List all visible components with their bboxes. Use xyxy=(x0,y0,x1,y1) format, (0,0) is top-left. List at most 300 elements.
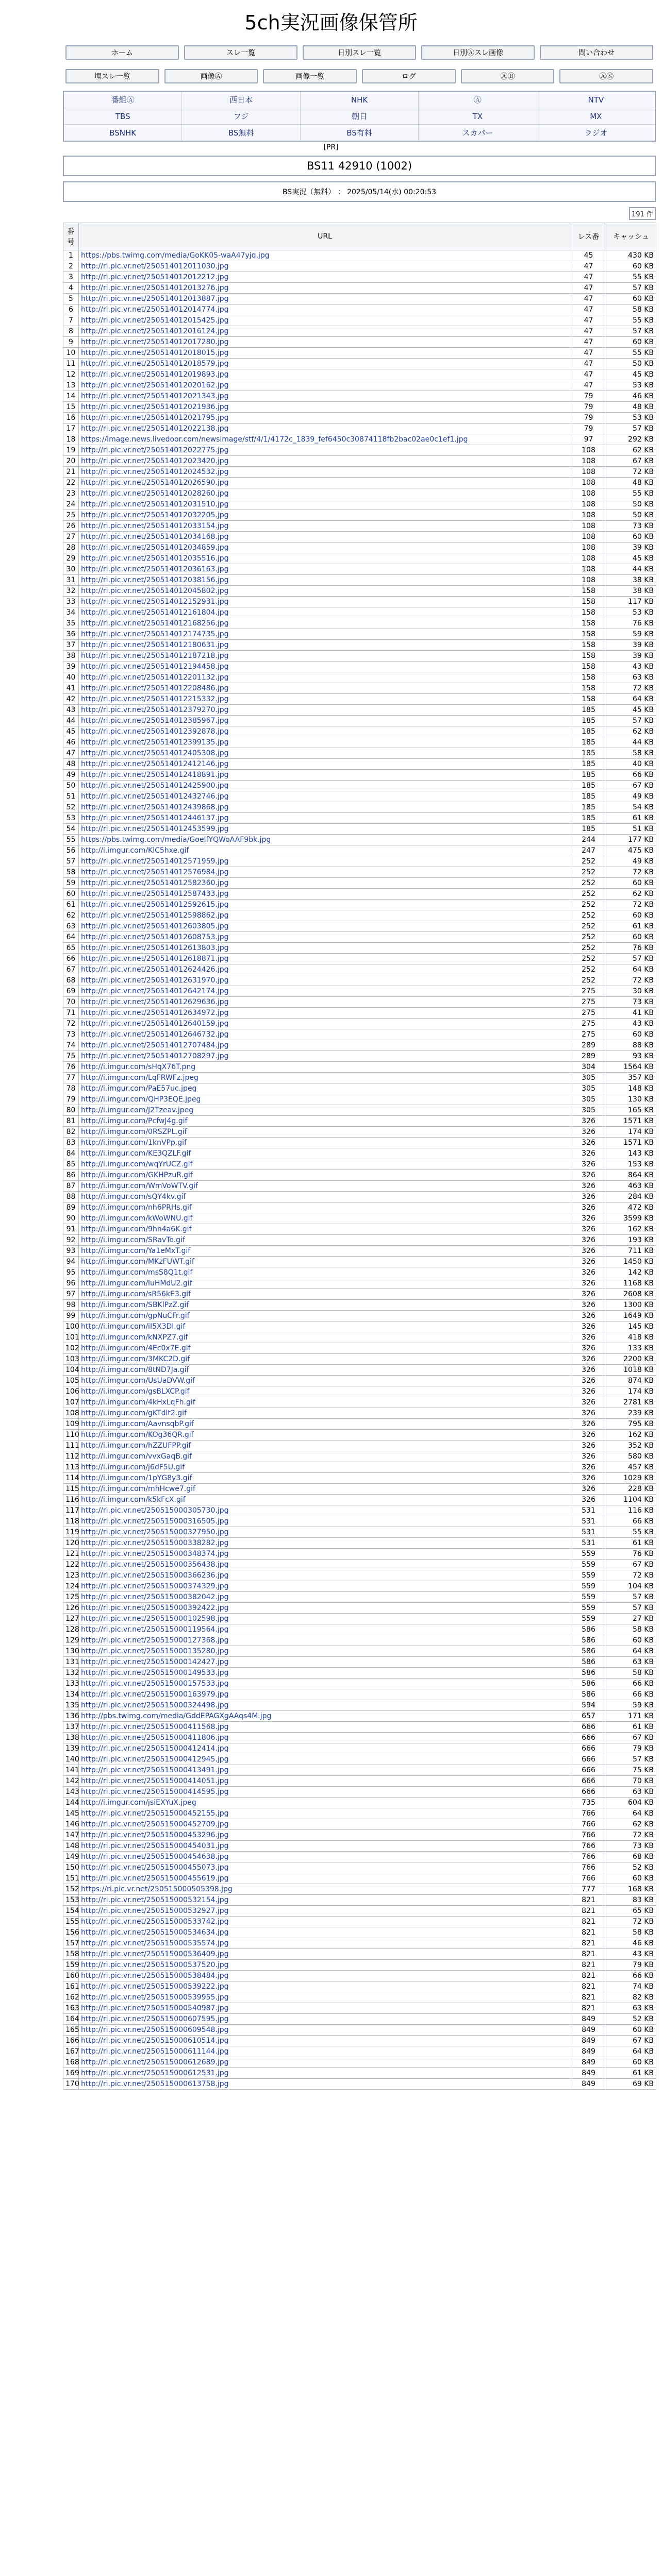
image-url-link[interactable]: http://ri.pic.vr.net/250514012013887.jpg xyxy=(79,294,571,304)
res-number-link[interactable]: 326 xyxy=(571,1451,606,1462)
res-number-link[interactable]: 47 xyxy=(571,304,606,315)
channel-link[interactable]: 西日本 xyxy=(181,92,300,108)
cache-size-link[interactable]: 73 KB xyxy=(606,521,656,532)
res-number-link[interactable]: 252 xyxy=(571,932,606,943)
image-url-link[interactable]: http://i.imgur.com/SRavTo.gif xyxy=(79,1235,571,1246)
cache-size-link[interactable]: 66 KB xyxy=(606,1679,656,1689)
image-url-link[interactable]: http://ri.pic.vr.net/250514012045802.jpg xyxy=(79,586,571,597)
cache-size-link[interactable]: 67 KB xyxy=(606,1733,656,1743)
image-url-link[interactable]: http://i.imgur.com/nh6PRHs.gif xyxy=(79,1202,571,1213)
image-url-link[interactable]: https://image.news.livedoor.com/newsimage/stf/4/1/4172c_1839_fef6450c30874118fb2bac02ae0c1ef1.jpg xyxy=(79,434,571,445)
image-url-link[interactable]: http://ri.pic.vr.net/250514012707484.jpg xyxy=(79,1040,571,1051)
image-url-link[interactable]: http://ri.pic.vr.net/250515000414595.jpg xyxy=(79,1787,571,1798)
image-url-link[interactable]: http://i.imgur.com/sR56kE3.gif xyxy=(79,1289,571,1300)
channel-link[interactable]: フジ xyxy=(181,108,300,124)
cache-size-link[interactable]: 27 KB xyxy=(606,1614,656,1624)
res-number-link[interactable]: 304 xyxy=(571,1062,606,1073)
image-url-link[interactable]: http://ri.pic.vr.net/250514012608753.jpg xyxy=(79,932,571,943)
res-number-link[interactable]: 326 xyxy=(571,1246,606,1257)
cache-size-link[interactable]: 177 KB xyxy=(606,835,656,845)
image-url-link[interactable]: http://ri.pic.vr.net/250515000455073.jpg xyxy=(79,1862,571,1873)
image-url-link[interactable]: http://ri.pic.vr.net/250514012613803.jpg xyxy=(79,943,571,954)
cache-size-link[interactable]: 67 KB xyxy=(606,456,656,467)
image-url-link[interactable]: http://ri.pic.vr.net/250515000455619.jpg xyxy=(79,1873,571,1884)
cache-size-link[interactable]: 63 KB xyxy=(606,2003,656,2014)
res-number-link[interactable]: 326 xyxy=(571,1440,606,1451)
image-url-link[interactable]: http://i.imgur.com/UsUaDVW.gif xyxy=(79,1376,571,1386)
image-url-link[interactable]: http://ri.pic.vr.net/250515000305730.jpg xyxy=(79,1505,571,1516)
image-url-link[interactable]: http://i.imgur.com/9hn4a6K.gif xyxy=(79,1224,571,1235)
res-number-link[interactable]: 108 xyxy=(571,478,606,488)
cache-size-link[interactable]: 3599 KB xyxy=(606,1213,656,1224)
cache-size-link[interactable]: 55 KB xyxy=(606,272,656,283)
cache-size-link[interactable]: 49 KB xyxy=(606,791,656,802)
res-number-link[interactable]: 559 xyxy=(571,1570,606,1581)
res-number-link[interactable]: 275 xyxy=(571,1019,606,1029)
res-number-link[interactable]: 252 xyxy=(571,975,606,986)
image-url-link[interactable]: http://ri.pic.vr.net/250514012576984.jpg xyxy=(79,867,571,878)
res-number-link[interactable]: 766 xyxy=(571,1808,606,1819)
res-number-link[interactable]: 158 xyxy=(571,662,606,672)
cache-size-link[interactable]: 60 KB xyxy=(606,261,656,272)
res-number-link[interactable]: 326 xyxy=(571,1267,606,1278)
image-url-link[interactable]: http://i.imgur.com/sQY4kv.gif xyxy=(79,1192,571,1202)
image-url-link[interactable]: http://ri.pic.vr.net/250514012038156.jpg xyxy=(79,575,571,586)
image-url-link[interactable]: http://ri.pic.vr.net/250514012208486.jpg xyxy=(79,683,571,694)
image-url-link[interactable]: http://i.imgur.com/KE3QZLF.gif xyxy=(79,1148,571,1159)
image-url-link[interactable]: http://ri.pic.vr.net/250514012015425.jpg xyxy=(79,315,571,326)
cache-size-link[interactable]: 39 KB xyxy=(606,651,656,662)
res-number-link[interactable]: 108 xyxy=(571,445,606,456)
image-url-link[interactable]: http://i.imgur.com/1pYG8y3.gif xyxy=(79,1473,571,1484)
image-url-link[interactable]: http://ri.pic.vr.net/250514012215332.jpg xyxy=(79,694,571,705)
image-url-link[interactable]: http://ri.pic.vr.net/250514012379270.jpg xyxy=(79,705,571,716)
cache-size-link[interactable]: 357 KB xyxy=(606,1073,656,1083)
image-url-link[interactable]: http://ri.pic.vr.net/250514012174735.jpg xyxy=(79,629,571,640)
cache-size-link[interactable]: 53 KB xyxy=(606,413,656,423)
res-number-link[interactable]: 79 xyxy=(571,423,606,434)
cache-size-link[interactable]: 457 KB xyxy=(606,1462,656,1473)
res-number-link[interactable]: 326 xyxy=(571,1332,606,1343)
res-number-link[interactable]: 326 xyxy=(571,1397,606,1408)
res-number-link[interactable]: 158 xyxy=(571,640,606,651)
image-url-link[interactable]: http://ri.pic.vr.net/250515000533742.jpg xyxy=(79,1917,571,1927)
res-number-link[interactable]: 326 xyxy=(571,1311,606,1321)
channel-link[interactable]: ラジオ xyxy=(537,125,655,141)
res-number-link[interactable]: 108 xyxy=(571,510,606,521)
res-number-link[interactable]: 666 xyxy=(571,1743,606,1754)
res-number-link[interactable]: 289 xyxy=(571,1051,606,1062)
res-number-link[interactable]: 326 xyxy=(571,1300,606,1311)
res-number-link[interactable]: 326 xyxy=(571,1127,606,1138)
image-url-link[interactable]: http://i.imgur.com/gpNuCFr.gif xyxy=(79,1311,571,1321)
res-number-link[interactable]: 657 xyxy=(571,1711,606,1722)
image-url-link[interactable]: http://ri.pic.vr.net/250515000610514.jpg xyxy=(79,2036,571,2046)
cache-size-link[interactable]: 463 KB xyxy=(606,1181,656,1192)
cache-size-link[interactable]: 38 KB xyxy=(606,575,656,586)
res-number-link[interactable]: 559 xyxy=(571,1549,606,1560)
cache-size-link[interactable]: 45 KB xyxy=(606,369,656,380)
cache-size-link[interactable]: 50 KB xyxy=(606,359,656,369)
cache-size-link[interactable]: 72 KB xyxy=(606,1570,656,1581)
channel-link[interactable]: NHK xyxy=(300,92,418,108)
res-number-link[interactable]: 247 xyxy=(571,845,606,856)
res-number-link[interactable]: 185 xyxy=(571,813,606,824)
image-url-link[interactable]: http://ri.pic.vr.net/250515000607595.jpg xyxy=(79,2014,571,2025)
image-url-link[interactable]: http://ri.pic.vr.net/250515000324498.jpg xyxy=(79,1700,571,1711)
res-number-link[interactable]: 666 xyxy=(571,1765,606,1776)
res-number-link[interactable]: 185 xyxy=(571,824,606,835)
nav-home-button[interactable]: ホーム xyxy=(65,45,179,60)
image-url-link[interactable]: http://ri.pic.vr.net/250515000452155.jpg xyxy=(79,1808,571,1819)
cache-size-link[interactable]: 60 KB xyxy=(606,1029,656,1040)
image-url-link[interactable]: http://ri.pic.vr.net/250514012033154.jpg xyxy=(79,521,571,532)
res-number-link[interactable]: 275 xyxy=(571,1008,606,1019)
res-number-link[interactable]: 821 xyxy=(571,1960,606,1971)
res-number-link[interactable]: 821 xyxy=(571,1927,606,1938)
res-number-link[interactable]: 849 xyxy=(571,2068,606,2079)
image-url-link[interactable]: http://i.imgur.com/sHqX76T.png xyxy=(79,1062,571,1073)
res-number-link[interactable]: 821 xyxy=(571,1938,606,1949)
cache-size-link[interactable]: 58 KB xyxy=(606,304,656,315)
image-url-link[interactable]: http://ri.pic.vr.net/250514012021936.jpg xyxy=(79,402,571,413)
cache-size-link[interactable]: 62 KB xyxy=(606,726,656,737)
cache-size-link[interactable]: 67 KB xyxy=(606,1560,656,1570)
cache-size-link[interactable]: 60 KB xyxy=(606,1635,656,1646)
nav-daily-images-button[interactable]: 日別Ⓐスレ画像 xyxy=(421,45,535,60)
res-number-link[interactable]: 47 xyxy=(571,359,606,369)
cache-size-link[interactable]: 60 KB xyxy=(606,2057,656,2068)
cache-size-link[interactable]: 874 KB xyxy=(606,1376,656,1386)
cache-size-link[interactable]: 1571 KB xyxy=(606,1116,656,1127)
res-number-link[interactable]: 79 xyxy=(571,391,606,402)
res-number-link[interactable]: 252 xyxy=(571,943,606,954)
image-url-link[interactable]: http://ri.pic.vr.net/250515000102598.jpg xyxy=(79,1614,571,1624)
image-url-link[interactable]: http://i.imgur.com/1knVPp.gif xyxy=(79,1138,571,1148)
image-url-link[interactable]: http://i.imgur.com/kWoWNU.gif xyxy=(79,1213,571,1224)
cache-size-link[interactable]: 51 KB xyxy=(606,824,656,835)
image-url-link[interactable]: http://ri.pic.vr.net/250515000366236.jpg xyxy=(79,1570,571,1581)
image-url-link[interactable]: http://ri.pic.vr.net/250514012598862.jpg xyxy=(79,910,571,921)
nav-image-list-button[interactable]: 画像一覧 xyxy=(263,69,357,83)
cache-size-link[interactable]: 104 KB xyxy=(606,1581,656,1592)
res-number-link[interactable]: 326 xyxy=(571,1192,606,1202)
res-number-link[interactable]: 185 xyxy=(571,802,606,813)
res-number-link[interactable]: 849 xyxy=(571,2036,606,2046)
image-url-link[interactable]: http://ri.pic.vr.net/250515000539222.jpg xyxy=(79,1981,571,1992)
cache-size-link[interactable]: 55 KB xyxy=(606,1527,656,1538)
cache-size-link[interactable]: 76 KB xyxy=(606,943,656,954)
cache-size-link[interactable]: 57 KB xyxy=(606,1603,656,1614)
cache-size-link[interactable]: 76 KB xyxy=(606,618,656,629)
image-url-link[interactable]: http://ri.pic.vr.net/250514012168256.jpg xyxy=(79,618,571,629)
res-number-link[interactable]: 47 xyxy=(571,380,606,391)
image-url-link[interactable]: http://ri.pic.vr.net/250514012385967.jpg xyxy=(79,716,571,726)
image-url-link[interactable]: http://ri.pic.vr.net/250514012642174.jpg xyxy=(79,986,571,997)
cache-size-link[interactable]: 73 KB xyxy=(606,997,656,1008)
res-number-link[interactable]: 766 xyxy=(571,1841,606,1852)
image-url-link[interactable]: http://i.imgur.com/SBKlPzZ.gif xyxy=(79,1300,571,1311)
image-url-link[interactable]: http://ri.pic.vr.net/250515000157533.jpg xyxy=(79,1679,571,1689)
cache-size-link[interactable]: 52 KB xyxy=(606,1862,656,1873)
res-number-link[interactable]: 158 xyxy=(571,597,606,607)
channel-link[interactable]: 番組Ⓐ xyxy=(64,92,181,108)
image-url-link[interactable]: http://ri.pic.vr.net/250515000535574.jpg xyxy=(79,1938,571,1949)
res-number-link[interactable]: 766 xyxy=(571,1852,606,1862)
res-number-link[interactable]: 821 xyxy=(571,1949,606,1960)
cache-size-link[interactable]: 64 KB xyxy=(606,1808,656,1819)
res-number-link[interactable]: 185 xyxy=(571,726,606,737)
image-url-link[interactable]: http://ri.pic.vr.net/250514012618871.jpg xyxy=(79,954,571,964)
cache-size-link[interactable]: 61 KB xyxy=(606,1538,656,1549)
cache-size-link[interactable]: 66 KB xyxy=(606,770,656,781)
res-number-link[interactable]: 849 xyxy=(571,2025,606,2036)
res-number-link[interactable]: 666 xyxy=(571,1722,606,1733)
cache-size-link[interactable]: 292 KB xyxy=(606,434,656,445)
res-number-link[interactable]: 47 xyxy=(571,337,606,348)
res-number-link[interactable]: 108 xyxy=(571,575,606,586)
cache-size-link[interactable]: 1649 KB xyxy=(606,1311,656,1321)
cache-size-link[interactable]: 352 KB xyxy=(606,1440,656,1451)
res-number-link[interactable]: 849 xyxy=(571,2014,606,2025)
image-url-link[interactable]: http://i.imgur.com/gsBLXCP.gif xyxy=(79,1386,571,1397)
image-url-link[interactable]: http://i.imgur.com/KlC5hxe.gif xyxy=(79,845,571,856)
image-url-link[interactable]: http://ri.pic.vr.net/250515000613758.jpg xyxy=(79,2079,571,2090)
image-url-link[interactable]: http://ri.pic.vr.net/250514012399135.jpg xyxy=(79,737,571,748)
image-url-link[interactable]: http://ri.pic.vr.net/250515000540987.jpg xyxy=(79,2003,571,2014)
res-number-link[interactable]: 108 xyxy=(571,532,606,543)
res-number-link[interactable]: 326 xyxy=(571,1224,606,1235)
image-url-link[interactable]: http://i.imgur.com/mhHcwe7.gif xyxy=(79,1484,571,1495)
res-number-link[interactable]: 821 xyxy=(571,1971,606,1981)
res-number-link[interactable]: 326 xyxy=(571,1365,606,1376)
cache-size-link[interactable]: 50 KB xyxy=(606,510,656,521)
image-url-link[interactable]: http://ri.pic.vr.net/250514012180631.jpg xyxy=(79,640,571,651)
cache-size-link[interactable]: 284 KB xyxy=(606,1192,656,1202)
image-url-link[interactable]: http://ri.pic.vr.net/250514012152931.jpg xyxy=(79,597,571,607)
cache-size-link[interactable]: 72 KB xyxy=(606,1917,656,1927)
res-number-link[interactable]: 158 xyxy=(571,683,606,694)
image-url-link[interactable]: http://i.imgur.com/3MKC2D.gif xyxy=(79,1354,571,1365)
cache-size-link[interactable]: 72 KB xyxy=(606,867,656,878)
cache-size-link[interactable]: 72 KB xyxy=(606,1830,656,1841)
image-url-link[interactable]: http://ri.pic.vr.net/250514012032205.jpg xyxy=(79,510,571,521)
image-url-link[interactable]: http://ri.pic.vr.net/250515000454638.jpg xyxy=(79,1852,571,1862)
res-number-link[interactable]: 326 xyxy=(571,1181,606,1192)
image-url-link[interactable]: http://ri.pic.vr.net/250514012021795.jpg xyxy=(79,413,571,423)
cache-size-link[interactable]: 30 KB xyxy=(606,986,656,997)
cache-size-link[interactable]: 148 KB xyxy=(606,1083,656,1094)
res-number-link[interactable]: 47 xyxy=(571,272,606,283)
res-number-link[interactable]: 559 xyxy=(571,1560,606,1570)
res-number-link[interactable]: 586 xyxy=(571,1679,606,1689)
res-number-link[interactable]: 252 xyxy=(571,964,606,975)
cache-size-link[interactable]: 58 KB xyxy=(606,1624,656,1635)
nav-contact-button[interactable]: 問い合わせ xyxy=(540,45,653,60)
image-url-link[interactable]: http://ri.pic.vr.net/250514012646732.jpg xyxy=(79,1029,571,1040)
cache-size-link[interactable]: 162 KB xyxy=(606,1224,656,1235)
cache-size-link[interactable]: 239 KB xyxy=(606,1408,656,1419)
res-number-link[interactable]: 252 xyxy=(571,878,606,889)
image-url-link[interactable]: http://ri.pic.vr.net/250515000119564.jpg xyxy=(79,1624,571,1635)
cache-size-link[interactable]: 43 KB xyxy=(606,662,656,672)
cache-size-link[interactable]: 64 KB xyxy=(606,2046,656,2057)
image-url-link[interactable]: http://ri.pic.vr.net/250514012439868.jpg xyxy=(79,802,571,813)
cache-size-link[interactable]: 69 KB xyxy=(606,2079,656,2090)
cache-size-link[interactable]: 58 KB xyxy=(606,1927,656,1938)
image-url-link[interactable]: http://i.imgur.com/LqFRWFz.jpeg xyxy=(79,1073,571,1083)
cache-size-link[interactable]: 116 KB xyxy=(606,1505,656,1516)
image-url-link[interactable]: http://ri.pic.vr.net/250514012194458.jpg xyxy=(79,662,571,672)
res-number-link[interactable]: 252 xyxy=(571,856,606,867)
res-number-link[interactable]: 275 xyxy=(571,1029,606,1040)
cache-size-link[interactable]: 65 KB xyxy=(606,1906,656,1917)
image-url-link[interactable]: http://ri.pic.vr.net/250515000142427.jpg xyxy=(79,1657,571,1668)
cache-size-link[interactable]: 472 KB xyxy=(606,1202,656,1213)
image-url-link[interactable]: http://i.imgur.com/PaE57uc.jpeg xyxy=(79,1083,571,1094)
cache-size-link[interactable]: 44 KB xyxy=(606,737,656,748)
image-url-link[interactable]: http://ri.pic.vr.net/250515000135280.jpg xyxy=(79,1646,571,1657)
cache-size-link[interactable]: 60 KB xyxy=(606,294,656,304)
image-url-link[interactable]: http://ri.pic.vr.net/250514012161804.jpg xyxy=(79,607,571,618)
image-url-link[interactable]: http://ri.pic.vr.net/250514012187218.jpg xyxy=(79,651,571,662)
cache-size-link[interactable]: 142 KB xyxy=(606,1267,656,1278)
res-number-link[interactable]: 158 xyxy=(571,607,606,618)
res-number-link[interactable]: 326 xyxy=(571,1235,606,1246)
image-url-link[interactable]: http://pbs.twimg.com/media/GddEPAGXgAAqs4M.jpg xyxy=(79,1711,571,1722)
res-number-link[interactable]: 47 xyxy=(571,283,606,294)
image-url-link[interactable]: http://ri.pic.vr.net/250514012446137.jpg xyxy=(79,813,571,824)
res-number-link[interactable]: 252 xyxy=(571,921,606,932)
cache-size-link[interactable]: 46 KB xyxy=(606,1938,656,1949)
res-number-link[interactable]: 108 xyxy=(571,499,606,510)
image-url-link[interactable]: http://ri.pic.vr.net/250515000612689.jpg xyxy=(79,2057,571,2068)
cache-size-link[interactable]: 53 KB xyxy=(606,607,656,618)
res-number-link[interactable]: 97 xyxy=(571,434,606,445)
image-url-link[interactable]: http://ri.pic.vr.net/250514012587433.jpg xyxy=(79,889,571,900)
cache-size-link[interactable]: 145 KB xyxy=(606,1321,656,1332)
cache-size-link[interactable]: 117 KB xyxy=(606,597,656,607)
image-url-link[interactable]: http://ri.pic.vr.net/250515000537520.jpg xyxy=(79,1960,571,1971)
res-number-link[interactable]: 766 xyxy=(571,1873,606,1884)
image-url-link[interactable]: http://ri.pic.vr.net/250514012022775.jpg xyxy=(79,445,571,456)
res-number-link[interactable]: 45 xyxy=(571,250,606,261)
res-number-link[interactable]: 326 xyxy=(571,1495,606,1505)
cache-size-link[interactable]: 40 KB xyxy=(606,759,656,770)
cache-size-link[interactable]: 70 KB xyxy=(606,1776,656,1787)
image-url-link[interactable]: http://ri.pic.vr.net/250514012034859.jpg xyxy=(79,543,571,553)
image-url-link[interactable]: http://ri.pic.vr.net/250515000413491.jpg xyxy=(79,1765,571,1776)
image-url-link[interactable]: http://i.imgur.com/MKzFUWT.gif xyxy=(79,1257,571,1267)
image-url-link[interactable]: http://i.imgur.com/gKTdlt2.gif xyxy=(79,1408,571,1419)
res-number-link[interactable]: 108 xyxy=(571,467,606,478)
image-url-link[interactable]: http://i.imgur.com/J2Tzeav.jpeg xyxy=(79,1105,571,1116)
cache-size-link[interactable]: 66 KB xyxy=(606,1971,656,1981)
image-url-link[interactable]: http://i.imgur.com/WmVoWTV.gif xyxy=(79,1181,571,1192)
image-url-link[interactable]: http://ri.pic.vr.net/250514012026590.jpg xyxy=(79,478,571,488)
res-number-link[interactable]: 47 xyxy=(571,261,606,272)
res-number-link[interactable]: 47 xyxy=(571,348,606,359)
res-number-link[interactable]: 158 xyxy=(571,651,606,662)
cache-size-link[interactable]: 59 KB xyxy=(606,1700,656,1711)
image-url-link[interactable]: http://ri.pic.vr.net/250515000612531.jpg xyxy=(79,2068,571,2079)
res-number-link[interactable]: 586 xyxy=(571,1668,606,1679)
image-url-link[interactable]: http://i.imgur.com/PcfwJ4g.gif xyxy=(79,1116,571,1127)
image-url-link[interactable]: http://ri.pic.vr.net/250514012571959.jpg xyxy=(79,856,571,867)
res-number-link[interactable]: 326 xyxy=(571,1138,606,1148)
res-number-link[interactable]: 252 xyxy=(571,910,606,921)
image-url-link[interactable]: http://i.imgur.com/8tND7Ja.gif xyxy=(79,1365,571,1376)
res-number-link[interactable]: 531 xyxy=(571,1527,606,1538)
image-url-link[interactable]: http://ri.pic.vr.net/250514012036163.jpg xyxy=(79,564,571,575)
res-number-link[interactable]: 185 xyxy=(571,716,606,726)
image-url-link[interactable]: http://ri.pic.vr.net/250515000532927.jpg xyxy=(79,1906,571,1917)
cache-size-link[interactable]: 60 KB xyxy=(606,932,656,943)
image-url-link[interactable]: http://ri.pic.vr.net/250514012405308.jpg xyxy=(79,748,571,759)
res-number-link[interactable]: 158 xyxy=(571,618,606,629)
cache-size-link[interactable]: 45 KB xyxy=(606,705,656,716)
res-number-link[interactable]: 326 xyxy=(571,1159,606,1170)
image-url-link[interactable]: http://ri.pic.vr.net/250514012425900.jpg xyxy=(79,781,571,791)
res-number-link[interactable]: 326 xyxy=(571,1116,606,1127)
cache-size-link[interactable]: 228 KB xyxy=(606,1484,656,1495)
res-number-link[interactable]: 766 xyxy=(571,1819,606,1830)
res-number-link[interactable]: 305 xyxy=(571,1094,606,1105)
cache-size-link[interactable]: 418 KB xyxy=(606,1332,656,1343)
cache-size-link[interactable]: 864 KB xyxy=(606,1170,656,1181)
cache-size-link[interactable]: 38 KB xyxy=(606,586,656,597)
res-number-link[interactable]: 821 xyxy=(571,1895,606,1906)
res-number-link[interactable]: 185 xyxy=(571,791,606,802)
cache-size-link[interactable]: 64 KB xyxy=(606,964,656,975)
res-number-link[interactable]: 326 xyxy=(571,1354,606,1365)
cache-size-link[interactable]: 45 KB xyxy=(606,553,656,564)
res-number-link[interactable]: 326 xyxy=(571,1473,606,1484)
res-number-link[interactable]: 158 xyxy=(571,694,606,705)
image-url-link[interactable]: http://ri.pic.vr.net/250514012013276.jpg xyxy=(79,283,571,294)
image-url-link[interactable]: http://ri.pic.vr.net/250514012031510.jpg xyxy=(79,499,571,510)
res-number-link[interactable]: 108 xyxy=(571,543,606,553)
res-number-link[interactable]: 158 xyxy=(571,629,606,640)
res-number-link[interactable]: 244 xyxy=(571,835,606,845)
cache-size-link[interactable]: 174 KB xyxy=(606,1127,656,1138)
cache-size-link[interactable]: 1300 KB xyxy=(606,1300,656,1311)
res-number-link[interactable]: 108 xyxy=(571,553,606,564)
cache-size-link[interactable]: 58 KB xyxy=(606,1668,656,1679)
res-number-link[interactable]: 326 xyxy=(571,1484,606,1495)
res-number-link[interactable]: 735 xyxy=(571,1798,606,1808)
res-number-link[interactable]: 185 xyxy=(571,705,606,716)
res-number-link[interactable]: 79 xyxy=(571,402,606,413)
cache-size-link[interactable]: 60 KB xyxy=(606,1873,656,1884)
cache-size-link[interactable]: 48 KB xyxy=(606,402,656,413)
image-url-link[interactable]: http://ri.pic.vr.net/250514012631970.jpg xyxy=(79,975,571,986)
cache-size-link[interactable]: 39 KB xyxy=(606,640,656,651)
cache-size-link[interactable]: 153 KB xyxy=(606,1159,656,1170)
res-number-link[interactable]: 559 xyxy=(571,1581,606,1592)
image-url-link[interactable]: http://ri.pic.vr.net/250514012012212.jpg xyxy=(79,272,571,283)
res-number-link[interactable]: 47 xyxy=(571,294,606,304)
image-url-link[interactable]: http://ri.pic.vr.net/250514012432746.jpg xyxy=(79,791,571,802)
image-url-link[interactable]: http://ri.pic.vr.net/250515000538484.jpg xyxy=(79,1971,571,1981)
image-url-link[interactable]: http://i.imgur.com/0RSZPL.gif xyxy=(79,1127,571,1138)
cache-size-link[interactable]: 1104 KB xyxy=(606,1495,656,1505)
image-url-link[interactable]: http://i.imgur.com/4Ec0x7E.gif xyxy=(79,1343,571,1354)
res-number-link[interactable]: 594 xyxy=(571,1700,606,1711)
cache-size-link[interactable]: 55 KB xyxy=(606,315,656,326)
cache-size-link[interactable]: 162 KB xyxy=(606,1430,656,1440)
cache-size-link[interactable]: 171 KB xyxy=(606,1711,656,1722)
